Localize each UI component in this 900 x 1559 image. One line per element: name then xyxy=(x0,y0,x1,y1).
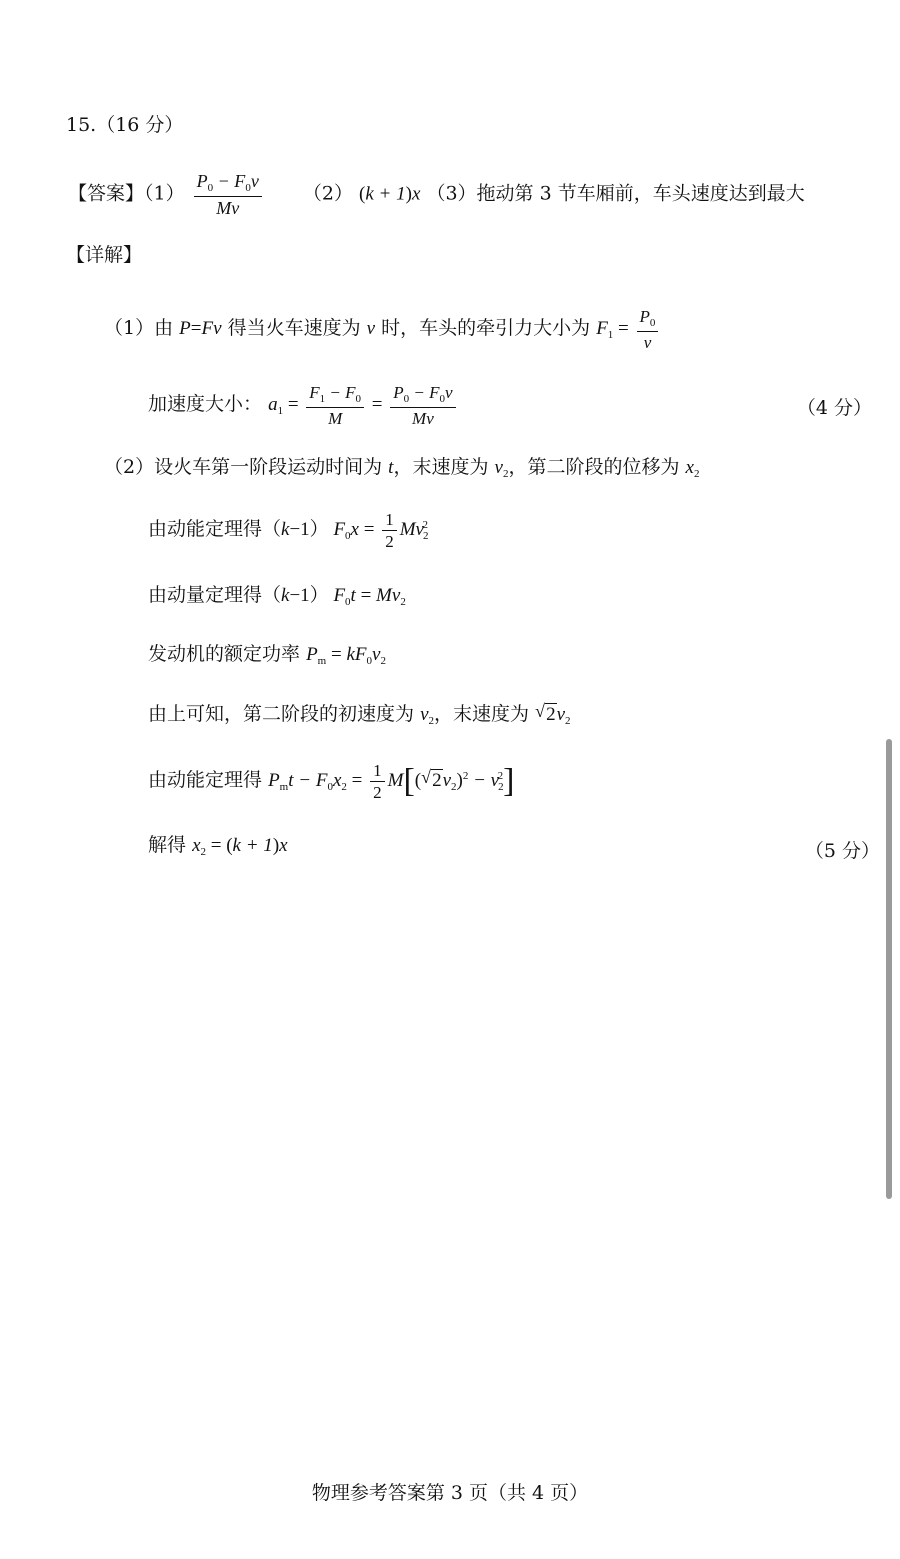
formula-x2: $x_2 = (k + 1)x$ xyxy=(192,835,288,858)
part2-kinetic-energy-2 xyxy=(148,762,514,801)
part1-intro xyxy=(104,308,661,351)
part1-intro-a: 由 xyxy=(154,316,174,339)
solve-label: 解得 xyxy=(148,834,187,856)
question-number: 15.（16 分） xyxy=(66,114,184,136)
part1-score: （4 分） xyxy=(796,397,872,419)
part2-momentum xyxy=(148,586,406,608)
power-label: 发动机的额定功率 xyxy=(148,643,301,665)
ke-label: 由动能定理得 xyxy=(148,517,263,540)
accel-label: 加速度大小： xyxy=(148,392,263,415)
part2-solution xyxy=(148,836,288,858)
part1-intro-b: 得当火车速度为 xyxy=(227,316,361,339)
var-v2: $v_2$ xyxy=(494,457,509,480)
part2-score: （5 分） xyxy=(804,840,880,862)
infer-a: 由上可知，第二阶段的初速度为 xyxy=(148,703,415,725)
ke2-label: 由动能定理得 xyxy=(148,768,263,791)
var-v: v xyxy=(366,317,376,339)
formula-a1: $a_1$ = $\frac{F_1 - F_0}{M}$ = $\frac{P_0 - F_0v}{Mv}$ xyxy=(268,394,458,415)
formula-ke: （k−1） $F_0x$ = $\frac{1}{2}$ $Mv_2^2$ xyxy=(262,510,429,551)
setup-a: 设火车第一阶段运动时间为 xyxy=(154,456,383,478)
formula-power: $P_m = kF_0v_2$ xyxy=(306,644,386,667)
part1-label: （1） xyxy=(104,316,155,339)
part2-power xyxy=(148,645,386,667)
part2-kinetic-energy xyxy=(148,511,428,550)
formula-f1: $F_1$ = $\frac{P_0}{v}$ xyxy=(596,318,661,339)
detail-tag: 【详解】 xyxy=(66,244,143,266)
setup-c: ，第二阶段的位移为 xyxy=(508,456,680,478)
answer-part1-formula: $\frac{P_0 - F_0v}{Mv}$ xyxy=(194,172,262,217)
var-x2: $x_2$ xyxy=(685,457,700,480)
var-v2-b: $v_2$ xyxy=(420,704,434,727)
part2-label: （2） xyxy=(104,456,155,478)
formula-momentum: （k−1） $F_0t = Mv_2$ xyxy=(262,585,406,608)
answer-part2-formula: (k + 1)x xyxy=(359,183,421,205)
page-footer: 物理参考答案第 3 页（共 4 页） xyxy=(311,1482,589,1504)
part1-intro-c: 时，车头的牵引力大小为 xyxy=(381,316,591,339)
answer-part3-label: （3） xyxy=(426,182,477,205)
answer-part2-label: （2） xyxy=(302,182,353,205)
part2-setup xyxy=(104,458,699,480)
formula-sqrt2-v2: √ $2v_2$ xyxy=(535,701,571,727)
part2-inference xyxy=(148,701,571,727)
scrollbar[interactable] xyxy=(886,739,892,1199)
part1-accel xyxy=(148,384,459,427)
setup-b: ，末速度为 xyxy=(393,456,489,478)
infer-b: ，末速度为 xyxy=(434,703,530,725)
formula-p-fv: P=Fv xyxy=(179,317,222,339)
var-t: t xyxy=(388,457,394,478)
answer-part1-label: （1） xyxy=(144,182,185,205)
formula-ke2: $P_mt - F_0x_2$ = $\frac{1}{2}$ M[( √ $2v_2)^2 - v_2^2$] xyxy=(268,761,515,802)
answer-tag: 【答案】 xyxy=(68,182,145,205)
answer-line xyxy=(68,172,805,217)
mom-label: 由动量定理得 xyxy=(148,584,263,606)
answer-part3-text: 拖动第 3 节车厢前，车头速度达到最大 xyxy=(476,182,805,205)
